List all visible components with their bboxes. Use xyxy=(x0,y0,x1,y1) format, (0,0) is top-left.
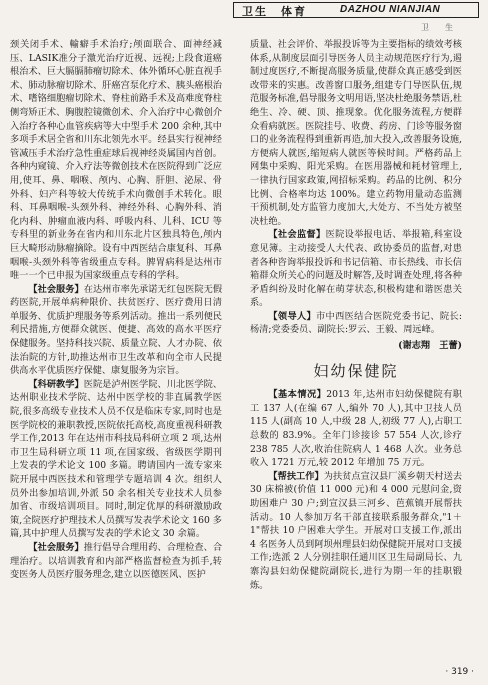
paragraph-text: 为扶贫点宣汉县厂溪乡朝天村送去 30 床棉被(价值 11 000 元)和 4 000 元慰问金,资助困难户 30 户;到宣汉县三河乡、芭蕉镇开展帮扶活动。10 人参加万名干部直接联系服务群众,"1＋1"帮扶 10 户困难大学生。开展对口支援工作,派出 4 名医务人员到阿坝州理县妇幼保健院开展对口支援工作;选派 2 人分别挂职任通川区卫生局副局长、九寨沟县妇幼保健院副院长,进行为期一年的挂职锻炼。 xyxy=(250,470,463,591)
social-service-paragraph-2 xyxy=(10,541,222,582)
social-service-paragraph xyxy=(10,283,222,378)
basic-info-paragraph xyxy=(250,388,462,470)
leaders-paragraph xyxy=(250,310,462,337)
research-paragraph xyxy=(10,378,222,541)
paragraph-tag: 【基本情况】 xyxy=(268,389,327,401)
paragraph-tag: 【帮扶工作】 xyxy=(268,470,324,482)
paragraph-tag: 【科研教学】 xyxy=(28,378,84,390)
paragraph-tag: 【社会监督】 xyxy=(268,229,326,241)
paragraph-text: 推行倡导合理用药、合理检查、合理治疗。以培训教育和内部严格监督检查为抓手,转变医务人员医疗服务理念,建立以医德医风、医护 xyxy=(10,541,223,581)
continued-paragraph: 质量、社会评价、举报投诉等为主要指标的绩效考核体系,从制度层面引导医务人员主动规范医疗行为,遏制过度医疗,不断提高服务质量,使群众真正感受到医改带来的实惠。改善窗口服务,组建专门导医队伍,规范服务标准,倡导服务文明用语,坚决杜绝服务禁语,杜绝生、冷、硬、顶、推现象。优化服务流程,方便群众看病就医。医院挂号、收费、药房、门诊等服务窗口的业务流程得到重新再造,加大投入,改善服务设施,方便病人就医,缩短病人就医等候时间。严格药品上网集中采购、阳光采购。在医用器械和耗材管理上,一律执行国家政策,网招标采购。药品的比例、积分比例、合格率均达 100%。建立药物用量动态监测干预机制,处方监管力度加大,大处方、不当处方被坚决杜绝。 xyxy=(250,39,462,227)
paragraph-text: 医院是泸州医学院、川北医学院、达州职业技术学院、达州中医学校的非直属教学医院,很多高级专业技术人员不仅是临床专家,同时也是医学院校的兼职教授,医院依托高校,高度重视科研教学工作,2013 年在达州市科技局科研立项 2 项,达州市卫生局科研立项 11 项,在国家级、省级医学期刊上发表的学术论文 100 多篇。聘请国内一流专家来院开展中西医技术和管理学专题培训 4 次。组织人员外出参加培训,外派 50 余名相关专业技术人员参加省、市级培训项目。同时,制定优厚的科研激励政策,全院医疗护理技术人员撰写发表学术论文 160 多篇,其中护理人员撰写发表的学术论文 30 余篇。 xyxy=(10,378,223,540)
paragraph-text: 市中西医结合医院党委书记、院长:杨清;党委委员、副院长:罗云、王毅、周远峰。 xyxy=(250,310,462,336)
author-signature: (谢志翔 王蕾) xyxy=(398,340,462,352)
page-header xyxy=(0,0,488,32)
paragraph-tag: 【领导人】 xyxy=(268,310,317,322)
right-column xyxy=(250,38,462,592)
yearbook-name: DAZHOU NIANJIAN xyxy=(340,4,441,15)
paragraph-text: 医院设举报电话、举报箱,科室设意见簿。主动接受人大代表、政协委员的监督,对患者各种咨询举报投诉和书记信箱、市长热线、市长信箱群众所关心的问题及时解答,及时调查处理,将各种矛盾纠纷及时化解在萌芽状态,积极构建和谐医患关系。 xyxy=(250,229,463,309)
aid-work-paragraph xyxy=(250,470,462,592)
paragraph-text: 在达州市率先承诺无红包医院无假药医院,开展单病种限价、扶贫医疗、医疗费用日清单服务、优质护理服务等系列活动。推出一系列便民利民措施,方便群众就医、便捷、高效的高水平医疗保健服务。坚持科技兴院、质量立院、人才办院、依法治院的方针,助推达州市卫生改革和向全市人民提供高水平优质医疗保健、康复服务为宗旨。 xyxy=(10,283,223,377)
section-title: 卫生 体育 xyxy=(242,5,307,18)
paragraph-text: 2013 年,达州市妇幼保健院有职工 137 人(在编 67 人,编外 70 人),其中卫技人员 115 人(副高 10 人,中级 28 人,初级 77 人),占职工总数的 83.9%。全年门诊接诊 57 554 人次,诊疗 238 785 人次,收治住院病人 1 468 人次。业务总收入 1721 万元,较 2012 年增加 75 万元。 xyxy=(250,389,462,469)
supervision-paragraph xyxy=(250,228,462,310)
left-column xyxy=(10,38,222,582)
article-title: 妇幼保健院 xyxy=(313,361,399,380)
paragraph-tag: 【社会服务】 xyxy=(28,541,84,553)
surgery-paragraph: 颈关闭手术、輸癖手术治疗;颅面联合、面神经减压、LASIK准分子激光治疗近视、远视;上段食道癌根治术、巨大膈膈肺瘤切除术、体外循环心脏直视手术、肺动脉瘤切除术、肝癌宫泵化疗术、胰头癌根治术、嗜铬细胞瘤切除术、脊柱前路手术及高难度脊柱侧弯矫正术、胸腹腔镜微创术、介入治疗中心微创介入治疗各种心血管疾病等大中型手术 200 余种,其中多项手术居全省和川东北领先水平。经县实行视神经管减压手术治疗急性重症球后视神经炎属国内首创。各种内窥镜、介入疗法等微创技术在医院得到广泛应用,使耳、鼻、咽喉、颅内、心胸、肝胆、泌尿、骨外科、妇产科等较大传统手术向微创手术转化。眼科、耳鼻咽喉-头颈外科、神经外科、心胸外科、消化内科、肿瘤血液内科、呼吸内科、儿科、ICU 等专科里的新业务在省内和川东北片区独具特色,颅内巨大畸形动脉瘤摘除。设有中西医结合康复科、耳鼻咽喉-头颈外科等省级重点专科。脾胃病科是达州市唯一一个已申报为国家级重点专科的学科。 xyxy=(10,39,222,282)
paragraph-tag: 【社会服务】 xyxy=(28,283,84,295)
page-number: · 319 · xyxy=(445,667,474,677)
subsection-label: 卫 生 xyxy=(421,23,453,32)
